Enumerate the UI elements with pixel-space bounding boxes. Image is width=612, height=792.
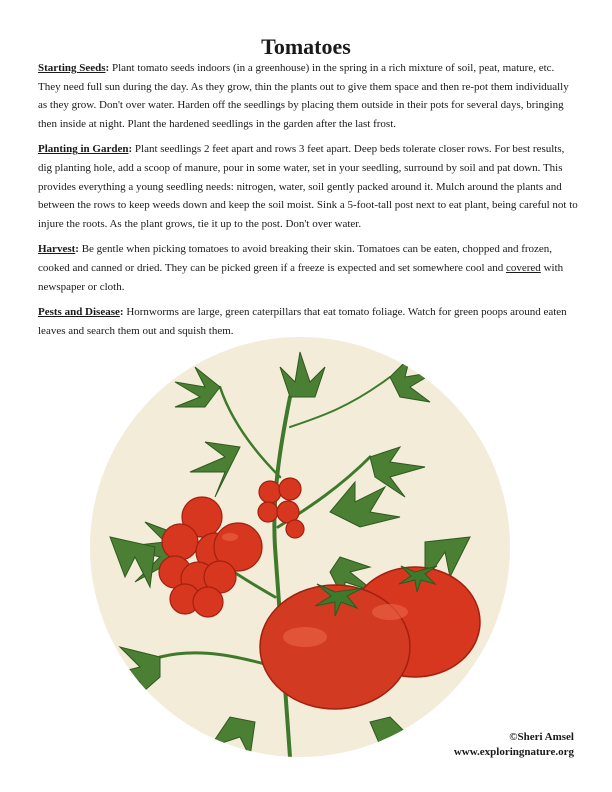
label-colon: : <box>119 306 124 319</box>
page-title: Tomatoes <box>261 34 351 59</box>
section-tail: with newspaper or cloth. <box>38 261 564 293</box>
section-pests <box>38 303 578 340</box>
credit-block <box>454 730 574 760</box>
section-planting <box>38 140 578 233</box>
section-body: Plant tomato seeds indoors (in a greenhouse) in the spring in a rich mixture of soil, peat, mature, etc. They need full sun during the day. As they grow, thin the plants out to give them space and then re-pot them individually as they grow. Don't over water. Harden off the seedlings by placing them outside in their pots for several days, bringing then inside at night. Plant the hardened seedlings in the garden after the last frost. <box>38 62 569 130</box>
copyright-text: ©Sheri Amsel <box>509 731 574 743</box>
small-tomato <box>193 587 223 617</box>
website-link[interactable]: www.exploringnature.org <box>453 746 574 758</box>
section-starting-seeds <box>38 59 578 133</box>
small-tomato <box>258 502 278 522</box>
label-colon: : <box>105 62 110 74</box>
underlined-word: covered <box>506 261 541 274</box>
small-tomato <box>286 520 304 538</box>
section-body: Be gentle when picking tomatoes to avoid breaking their skin. Tomatoes can be eaten, chopped and frozen, cooked and canned or dried. They can be picked green if a freeze is expected and set somewhere cool and <box>38 243 553 274</box>
section-body: Hornworms are large, green caterpillars that eat tomato foliage. Watch for green poops around eaten leaves and search them out and squish them. <box>38 306 567 337</box>
small-tomato <box>279 478 301 500</box>
section-label: Harvest <box>38 243 76 256</box>
label-colon: : <box>75 243 79 256</box>
section-body: Plant seedlings 2 feet apart and rows 3 feet apart. Deep beds tolerate closer rows. For best results, dig planting hole, add a scoop of manure, pour in some water, set in your seedling, surround by soil and pat down. This provides everything a young seedling needs: nitrogen, water, soil gently packed around it. Mulch around the plants and between the rows to keep weeds down and keep the soil moist. Sink a 5-foot-tall post next to eat plant, being careful not to injure the roots. As the plant grows, tie it up to the post. Don't over water. <box>38 143 578 230</box>
section-label: Planting in Garden <box>38 143 129 156</box>
tomato-plant-illustration <box>90 337 510 757</box>
section-harvest <box>38 240 578 296</box>
section-label: Starting Seeds <box>38 62 106 74</box>
small-tomato <box>162 524 198 560</box>
small-tomato <box>259 481 281 503</box>
label-colon: : <box>128 143 133 156</box>
section-label: Pests and Disease <box>38 306 120 319</box>
body-text <box>38 59 578 347</box>
